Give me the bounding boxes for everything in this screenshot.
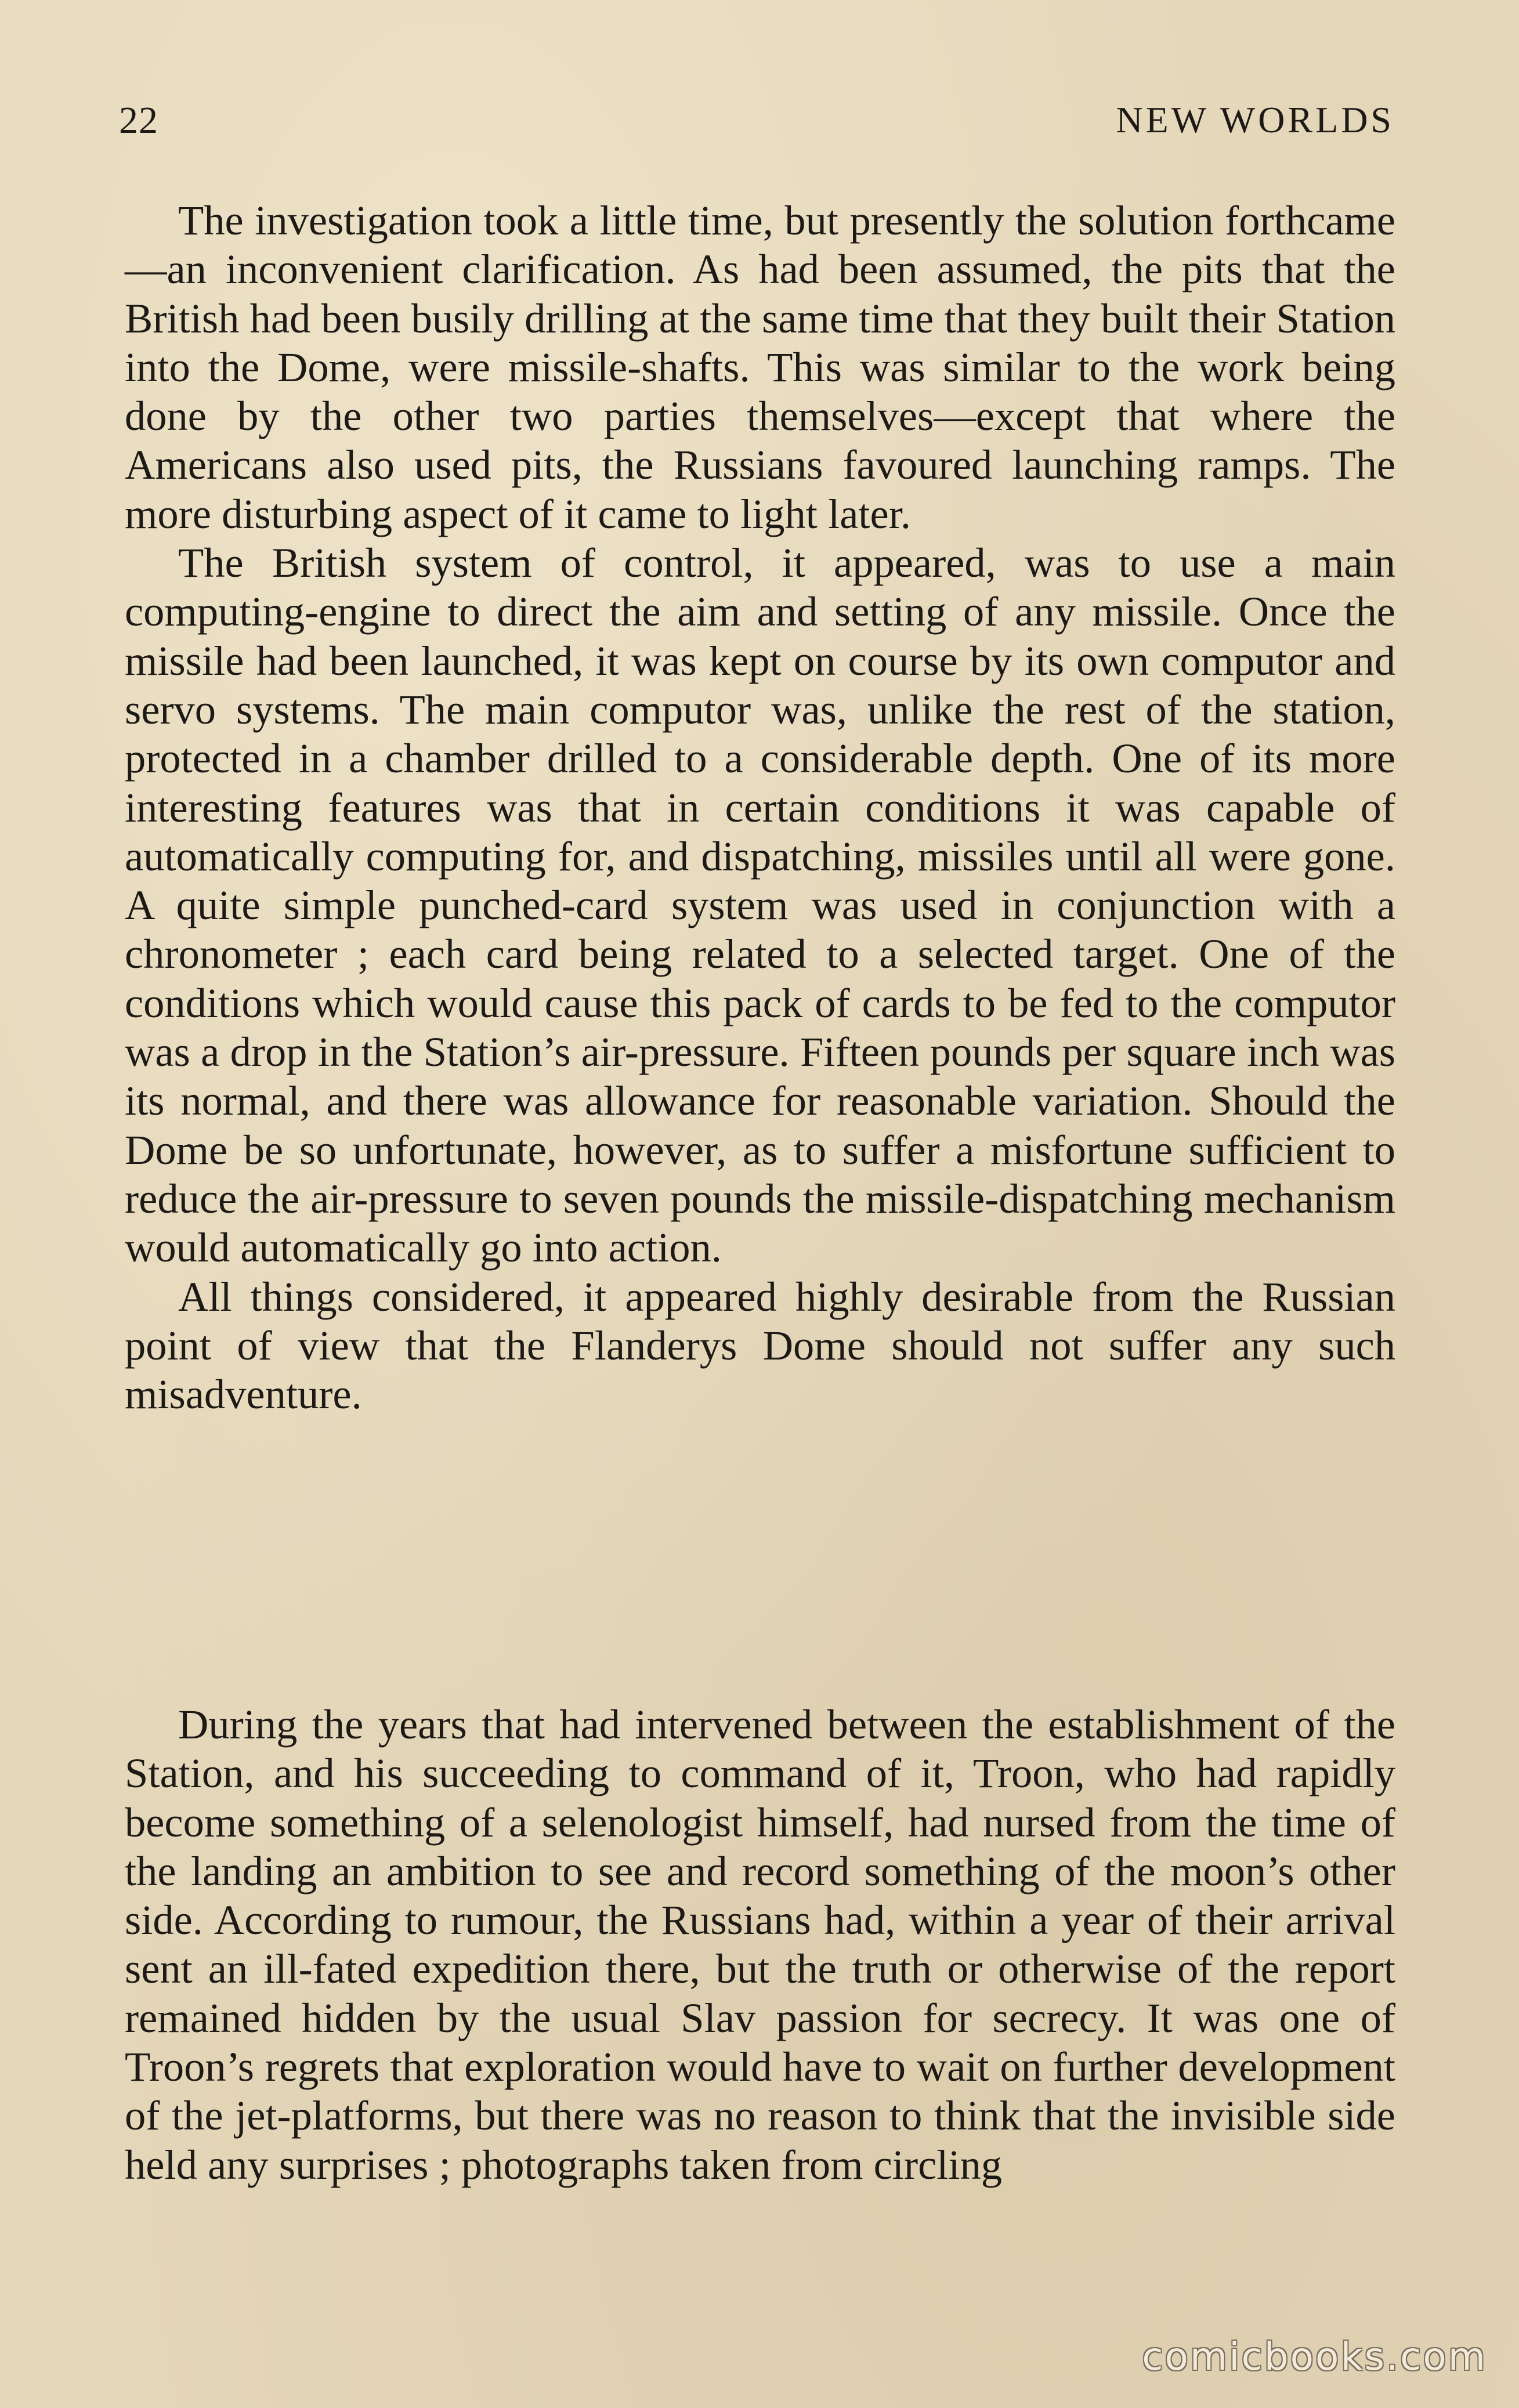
paragraph: The investigation took a little time, but presently the solution forthcame—an inconvenient clarification. As had been assumed, the pits that the British had been busily drilling at the same time that they built their Station into the Dome, were missile-shafts. This was similar to the work being done by the other two parties themselves—except that where the Americans also used pits, the Russians favoured launching ramps. The more disturbing aspect of it came to light later. — [125, 197, 1395, 537]
running-title: NEW WORLDS — [1116, 99, 1394, 140]
text-section-1 — [125, 196, 1395, 1419]
paragraph: During the years that had intervened between the establishment of the Station, and his succeeding to command of it, Troon, who had rapidly become something of a selenologist himself, had nursed from the time of the landing an ambition to see and record something of the moon’s other side. According to rumour, the Russians had, within a year of their arrival sent an ill-fated expedition there, but the truth or otherwise of the report remained hidden by the usual Slav passion for secrecy. It was one of Troon’s regrets that exploration would have to wait on further development of the jet-platforms, but there was no reason to think that the invisible side held any surprises ; photographs taken from circling — [125, 1701, 1395, 2188]
paragraph: All things considered, it appeared highly desirable from the Russian point of view that the Flanderys Dome should not suffer any such misadventure. — [125, 1272, 1395, 1418]
paragraph: The British system of control, it appeared, was to use a main computing-engine to direct the aim and setting of any missile. Once the missile had been launched, it was kept on course by its own computor and servo systems. The main computor was, unlike the rest of the station, protected in a chamber drilled to a considerable depth. One of its more interesting features was that in certain conditions it was capable of automatically computing for, and dispatching, missiles until all were gone. A quite simple punched-card system was used in conjunction with a chronometer ; each card being related to a selected target. One of the conditions which would cause this pack of cards to be fed to the computor was a drop in the Station’s air-pressure. Fifteen pounds per square inch was its normal, and there was allowance for reasonable variation. Should the Dome be so unfortunate, however, as to suffer a misfortune sufficient to reduce the air-pressure to seven pounds the missile-dispatching mechanism would automatically go into action. — [125, 539, 1395, 1271]
watermark: comicbooks.com — [1142, 2334, 1487, 2379]
page-number: 22 — [119, 99, 158, 142]
text-section-2 — [125, 1700, 1395, 2189]
page-header — [119, 99, 1394, 151]
